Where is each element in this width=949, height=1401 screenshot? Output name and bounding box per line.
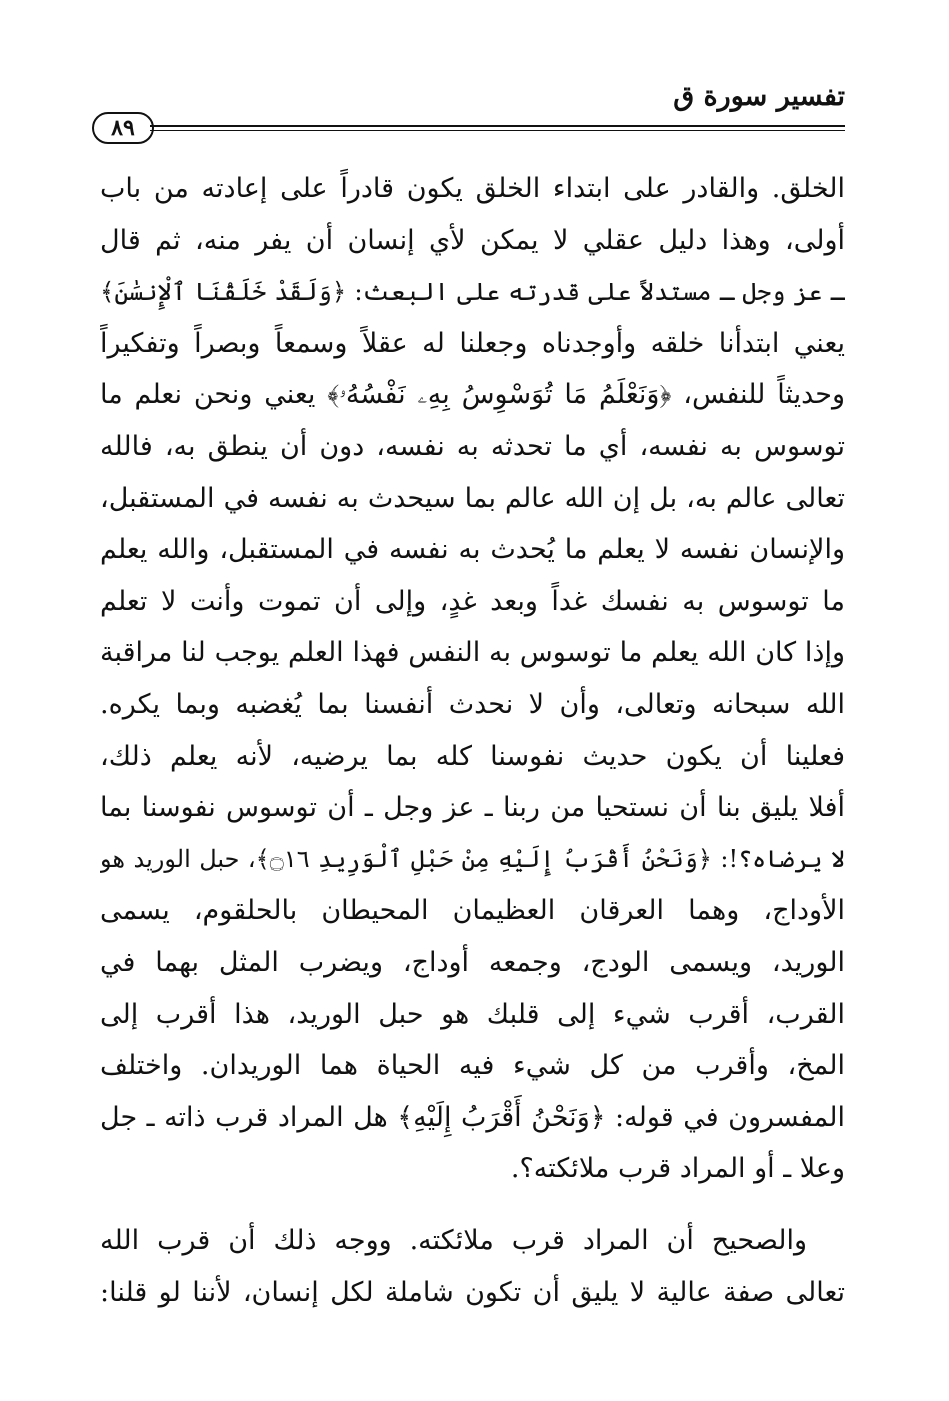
text-line: ما توسوس به نفسك غداً وبعد غدٍ، وإلى أن تموت وأنت لا تعلم bbox=[100, 585, 845, 617]
header-rule bbox=[150, 125, 845, 131]
text-line: الله سبحانه وتعالى، وأن لا نحدث أنفسنا بما يُغضبه وبما يكره. bbox=[100, 688, 845, 720]
text-line: لا يرضاه؟!: ﴿وَنَحْنُ أَقْرَبُ إِلَيْهِ مِنْ حَبْلِ ٱلْوَرِيدِ ۝١٦﴾، حبل الوريد هو bbox=[100, 844, 845, 873]
text-line: تعالى عالم به، بل إن الله عالم بما سيحدث به نفسه في المستقبل، bbox=[100, 482, 845, 514]
text-line: الأوداج، وهما العرقان العظيمان المحيطان بالحلقوم، يسمى bbox=[100, 895, 845, 927]
text-line: المفسرون في قوله: ﴿وَنَحْنُ أَقْرَبُ إِلَيْهِ﴾ هل المراد قرب ذاته ـ جل bbox=[100, 1101, 845, 1133]
text-line: يعني ابتدأنا خلقه وأوجدناه وجعلنا له عقلاً وسمعاً وبصراً وتفكيراً bbox=[100, 327, 845, 359]
text-line: تعالى صفة عالية لا يليق أن تكون شاملة لكل إنسان، لأننا لو قلنا: bbox=[100, 1276, 845, 1308]
text-line: والصحيح أن المراد قرب ملائكته. ووجه ذلك أن قرب الله bbox=[100, 1225, 807, 1256]
paragraph-2 bbox=[100, 1215, 845, 1318]
text-line: والإنسان نفسه لا يعلم ما يُحدث به نفسه في المستقبل، والله يعلم bbox=[100, 534, 845, 566]
page-number-badge: ٨٩ bbox=[92, 112, 154, 144]
text-line: الخلق. والقادر على ابتداء الخلق يكون قادراً على إعادته من باب bbox=[100, 173, 845, 204]
text-line: الوريد، ويسمى الودج، وجمعه أوداج، ويضرب المثل بهما في bbox=[100, 946, 845, 978]
text-line: توسوس به نفسه، أي ما تحدثه به نفسه، دون أن ينطق به، فالله bbox=[100, 430, 845, 462]
text-line: المخ، وأقرب من كل شيء فيه الحياة هما الوريدان. واختلف bbox=[100, 1050, 845, 1082]
text-line: أفلا يليق بنا أن نستحيا من ربنا ـ عز وجل ـ أن توسوس نفوسنا بما bbox=[100, 792, 845, 824]
text-line: وعلا ـ أو المراد قرب ملائكته؟. bbox=[510, 1153, 845, 1185]
text-line: وإذا كان الله يعلم ما توسوس به النفس فهذا العلم يوجب لنا مراقبة bbox=[100, 637, 845, 669]
running-header-title: تفسير سورة ق bbox=[673, 81, 845, 112]
text-line: وحديثاً للنفس، ﴿وَنَعْلَمُ مَا تُوَسْوِسُ بِهِۦ نَفْسُهُۥ﴾ يعني ونحن نعلم ما bbox=[100, 379, 845, 411]
text-line: ـ عز وجل ـ مستدلاً على قدرته على البعث: ﴿وَلَقَدْ خَلَقْنَا ٱلْإِنسَٰنَ﴾ bbox=[100, 277, 845, 307]
text-line: فعلينا أن يكون حديث نفوسنا كله بما يرضيه، لأنه يعلم ذلك، bbox=[100, 740, 845, 772]
paragraph-1 bbox=[100, 163, 845, 1195]
text-line: أولى، وهذا دليل عقلي لا يمكن لأي إنسان أن يفر منه، ثم قال bbox=[100, 224, 845, 256]
text-line: القرب، أقرب شيء إلى قلبك هو حبل الوريد، هذا أقرب إلى bbox=[100, 998, 845, 1030]
